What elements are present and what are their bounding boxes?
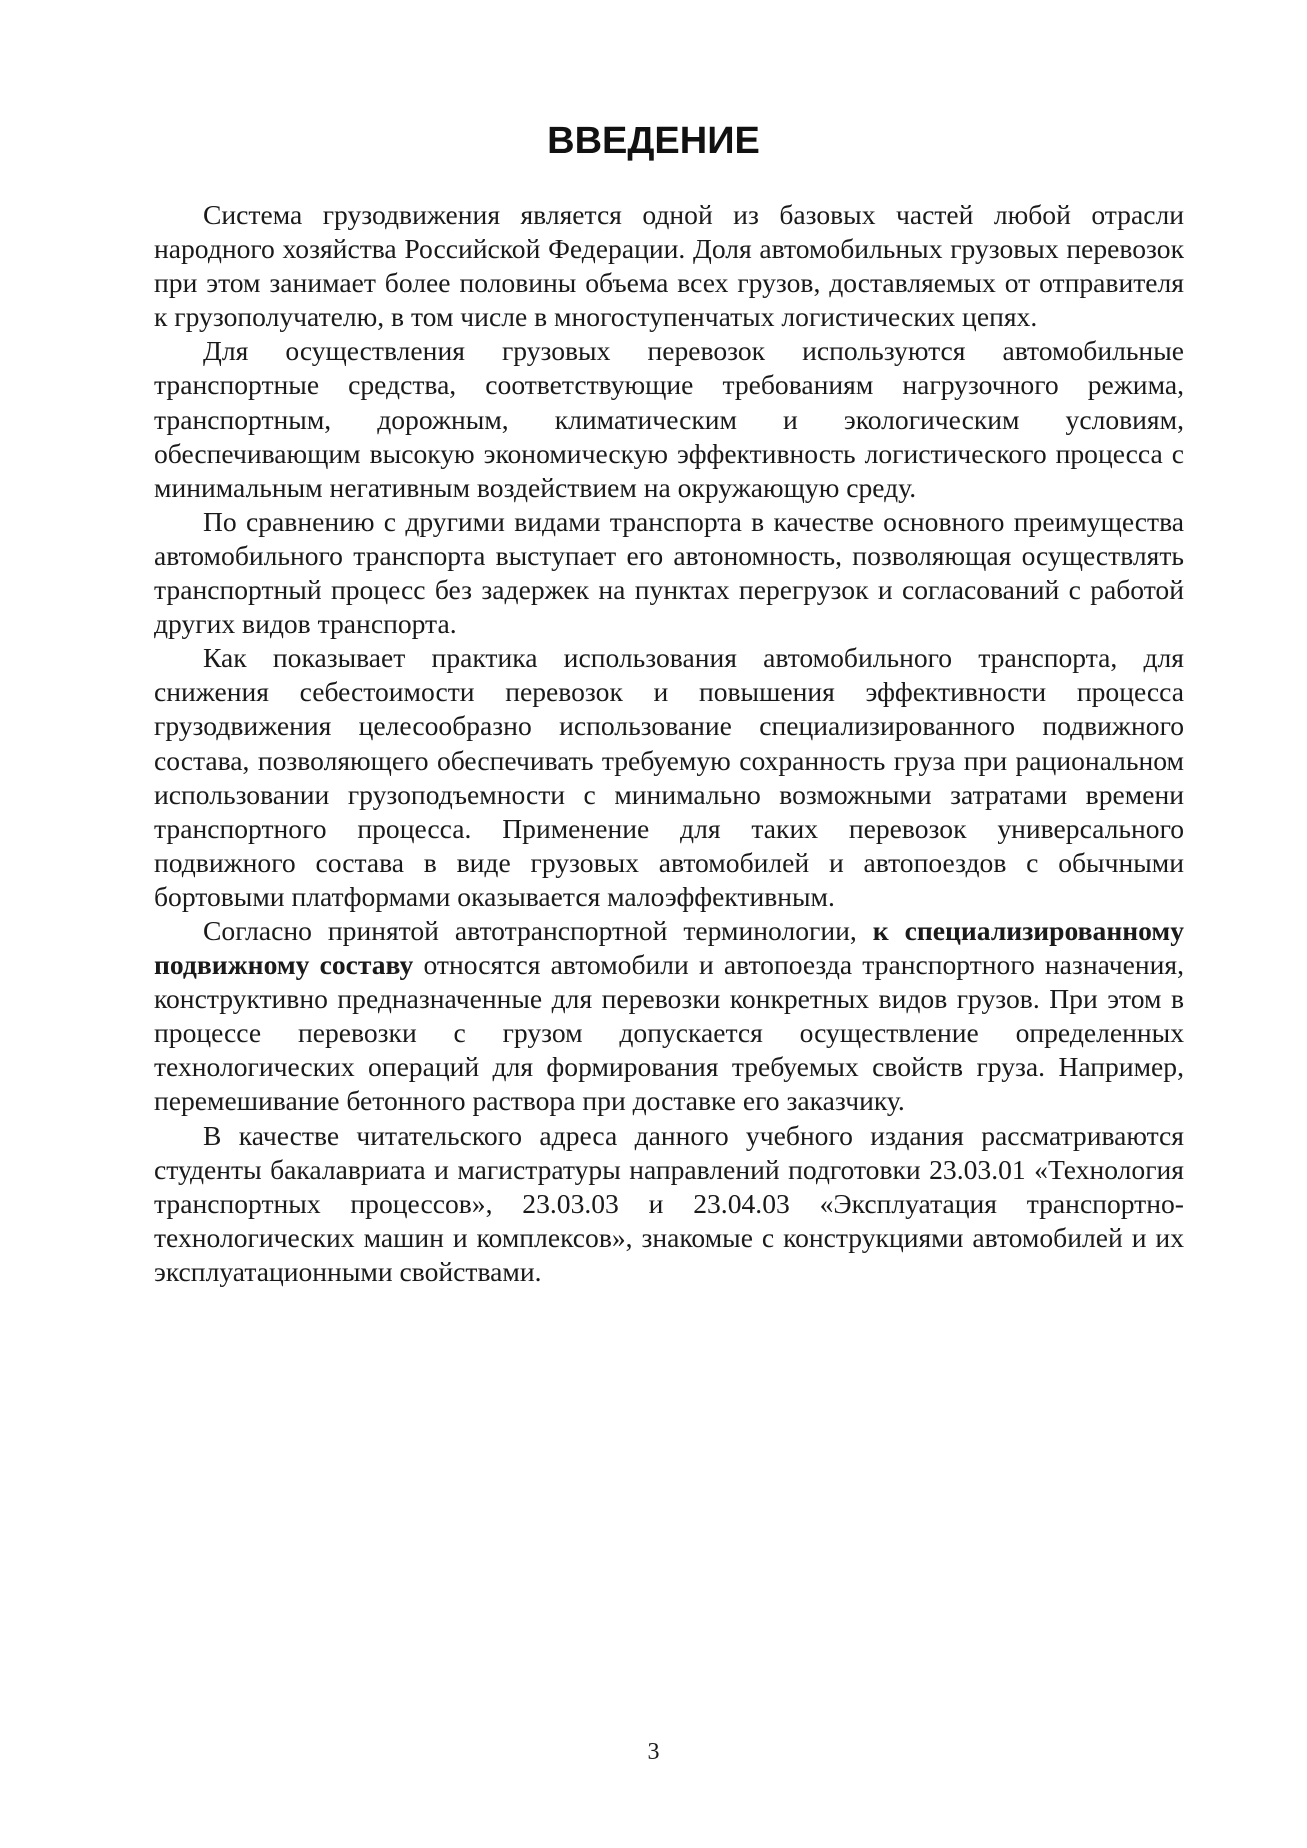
page-number: 3 bbox=[647, 1739, 660, 1765]
paragraph-5-text-before: Согласно принятой автотранспортной терминологии, bbox=[203, 914, 873, 946]
paragraph-5 bbox=[154, 914, 1184, 1119]
paragraph-5-term-bold: к специализированному подвижному составу bbox=[154, 914, 1185, 981]
paragraph-2: Для осуществления грузовых перевозок используются автомобильные транспортные средства, соответствующие требованиям нагрузочного режима, транспортным, дорожным, климатическим и экологическим условиям, обеспечивающим высокую экономическую эффективность логистического процесса с минимальным негативным воздействием на окружающую среду. bbox=[154, 335, 1184, 503]
body-text bbox=[154, 198, 1184, 1289]
paragraph-1: Система грузодвижения является одной из базовых частей любой отрасли народного хозяйства Российской Федерации. Доля автомобильных грузовых перевозок при этом занимает более половины объема всех грузов, доставляемых от отправителя к грузополучателю, в том числе в многоступенчатых логистических цепях. bbox=[154, 199, 1184, 333]
paragraph-5-text-after: относятся автомобили и автопоезда транспортного назначения, конструктивно предназначенные для перевозки конкретных видов грузов. При этом в процессе перевозки с грузом допускается осуществление определенных технологических операций для формирования требуемых свойств груза. Например, перемешивание бетонного раствора при доставке его заказчику. bbox=[154, 949, 1184, 1117]
paragraph-6: В качестве читательского адреса данного учебного издания рассматриваются студенты бакалавриата и магистратуры направлений подготовки 23.03.01 «Технология транспортных процессов», 23.03.03 и 23.04.03 «Эксплуатация транспортно-технологических машин и комплексов», знакомые с конструкциями автомобилей и их эксплуатационными свойствами. bbox=[154, 1119, 1184, 1287]
paragraph-4: Как показывает практика использования автомобильного транспорта, для снижения себестоимости перевозок и повышения эффективности процесса грузодвижения целесообразно использование специализированного подвижного состава, позволяющего обеспечивать требуемую сохранность груза при рациональном использовании грузоподъемности с минимально возможными затратами времени транспортного процесса. Применение для таких перевозок универсального подвижного состава в виде грузовых автомобилей и автопоездов с обычными бортовыми платформами оказывается малоэффективным. bbox=[154, 642, 1184, 912]
paragraph-3: По сравнению с другими видами транспорта в качестве основного преимущества автомобильного транспорта выступает его автономность, позволяющая осуществлять транспортный процесс без задержек на пунктах перегрузок и согласований с работой других видов транспорта. bbox=[154, 505, 1184, 640]
page-title: ВВЕДЕНИЕ bbox=[547, 120, 760, 162]
